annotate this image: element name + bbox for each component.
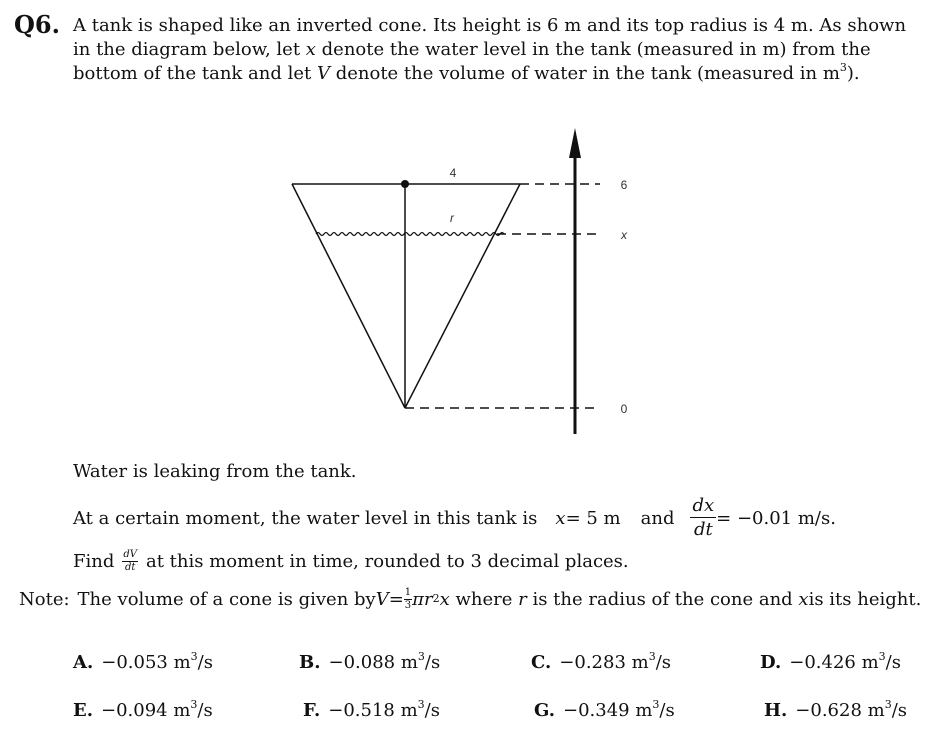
volume-note: Note: The volume of a cone is given by V = $\frac{1}{3}$ πr 2 x where r is the radius of the cone and x is its height. bbox=[19, 586, 922, 611]
find-statement: Find $\frac{dV}{dt}$ at this moment in time, rounded to 3 decimal places. bbox=[73, 548, 629, 573]
axis-arrow-icon bbox=[569, 128, 581, 158]
axis-bottom-label: 0 bbox=[620, 402, 628, 416]
axis-level-label: x bbox=[621, 228, 627, 242]
question-intro: A tank is shaped like an inverted cone. Its height is 6 m and its top radius is 4 m. As shown in the diagram below, let x denote the water level in the tank (measured in m) from the bottom of the tank and let V denote the volume of water in the tank (measured in $m^3$). bbox=[73, 15, 907, 84]
choice-d[interactable]: D. −0.426 $m^3/s$ bbox=[760, 650, 901, 673]
choice-g[interactable]: G. −0.349 $m^3/s$ bbox=[534, 698, 675, 721]
choice-b[interactable]: B. −0.088 $m^3/s$ bbox=[299, 650, 441, 673]
cone-left-edge bbox=[292, 184, 405, 408]
cone-right-edge bbox=[405, 184, 520, 408]
moment-statement: At a certain moment, the water level in this tank is x = 5 m and $\frac{dx}{dt}$ = −0.01 m/s. bbox=[73, 495, 836, 540]
choice-a[interactable]: A. −0.053 $m^3/s$ bbox=[73, 650, 213, 673]
question-number: Q6. bbox=[14, 10, 60, 39]
top-radius-label: 4 bbox=[449, 166, 457, 180]
apex-center-dot bbox=[401, 180, 409, 188]
choice-e[interactable]: E. −0.094 $m^3/s$ bbox=[73, 698, 213, 721]
choice-c[interactable]: C. −0.283 $m^3/s$ bbox=[531, 650, 671, 673]
dV-dt-fraction: $\frac{dV}{dt}$ bbox=[123, 548, 137, 573]
leak-statement: Water is leaking from the tank. bbox=[73, 461, 357, 482]
choice-h[interactable]: H. −0.628 $m^3/s$ bbox=[764, 698, 907, 721]
choice-f[interactable]: F. −0.518 $m^3/s$ bbox=[303, 698, 440, 721]
one-third-fraction: $\frac{1}{3}$ bbox=[404, 586, 412, 611]
axis-top-label: 6 bbox=[620, 178, 628, 192]
radius-label: r bbox=[450, 211, 454, 225]
rate-fraction: $\frac{dx}{dt}$ bbox=[692, 495, 715, 540]
water-surface bbox=[316, 233, 504, 236]
